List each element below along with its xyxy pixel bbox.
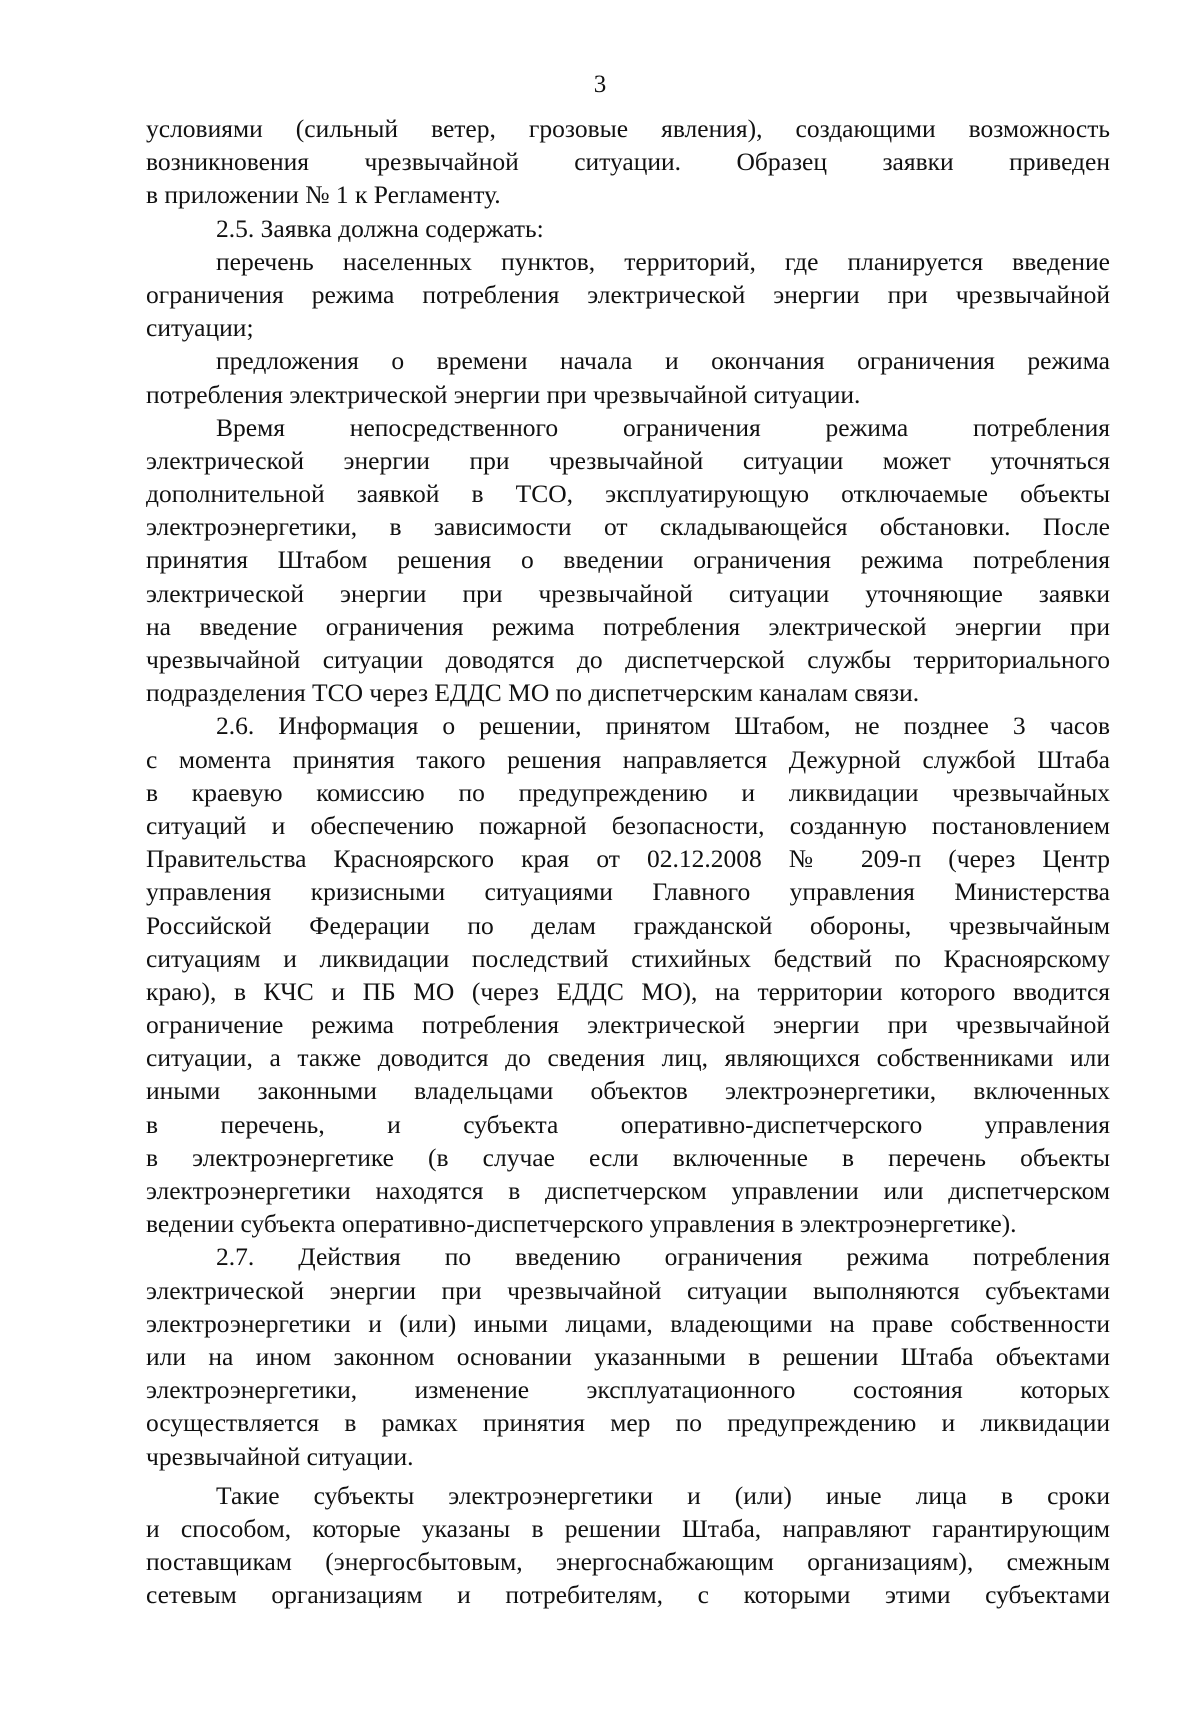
text-line: иными законными владельцами объектов электроэнергетики, включенных xyxy=(146,1076,1110,1106)
text-line: Время непосредственного ограничения режима потребления xyxy=(216,412,1110,442)
text-line: перечень населенных пунктов, территорий, где планируется введение xyxy=(216,246,1110,276)
text-line: потребления электрической энергии при чрезвычайной ситуации. xyxy=(146,379,861,409)
paragraph xyxy=(146,1240,1110,1472)
text-line: 2.6. Информация о решении, принятом Штабом, не позднее 3 часов xyxy=(216,711,1110,741)
text-line: в приложении № 1 к Регламенту. xyxy=(146,180,501,210)
document-body xyxy=(146,112,1110,1611)
text-line: электроэнергетики, в зависимости от складывающейся обстановки. После xyxy=(146,512,1110,542)
text-line: условиями (сильный ветер, грозовые явления), создающими возможность xyxy=(146,114,1110,143)
text-line: в перечень, и субъекта оперативно-диспетчерского управления xyxy=(146,1109,1110,1139)
text-line: управления кризисными ситуациями Главного управления Министерства xyxy=(146,877,1110,907)
text-line: в краевую комиссию по предупреждению и ликвидации чрезвычайных xyxy=(146,777,1110,807)
text-line: электроэнергетики и (или) иными лицами, владеющими на праве собственности xyxy=(146,1308,1110,1338)
paragraph xyxy=(146,1479,1110,1612)
paragraph xyxy=(146,344,1110,410)
text-line: ограничение режима потребления электрической энергии при чрезвычайной xyxy=(146,1010,1110,1040)
text-line: или на ином законном основании указанными в решении Штаба объектами xyxy=(146,1341,1110,1371)
text-line: электроэнергетики находятся в диспетчерском управлении или диспетчерском xyxy=(146,1176,1110,1205)
text-line: краю), в КЧС и ПБ МО (через ЕДДС МО), на территории которого вводится xyxy=(146,976,1110,1006)
text-line: подразделения ТСО через ЕДДС МО по диспетчерским каналам связи. xyxy=(146,678,920,708)
text-line: электрической энергии при чрезвычайной ситуации выполняются субъектами xyxy=(146,1275,1110,1305)
text-line: осуществляется в рамках принятия мер по предупреждению и ликвидации xyxy=(146,1408,1110,1438)
text-line: на введение ограничения режима потребления электрической энергии при xyxy=(146,611,1110,641)
text-line: электрической энергии при чрезвычайной ситуации может уточняться xyxy=(146,445,1110,475)
text-line: ситуации; xyxy=(146,313,254,343)
text-line: сетевым организациям и потребителям, с которыми этими субъектами xyxy=(146,1580,1110,1610)
text-line: с момента принятия такого решения направляется Дежурной службой Штаба xyxy=(146,744,1110,774)
paragraph xyxy=(146,112,1110,212)
text-line: ситуации, а также доводится до сведения лиц, являющихся собственниками или xyxy=(146,1043,1110,1073)
paragraph xyxy=(146,245,1110,345)
text-line: ведении субъекта оперативно-диспетчерского управления в электроэнергетике). xyxy=(146,1209,1017,1239)
text-line: дополнительной заявкой в ТСО, эксплуатирующую отключаемые объекты xyxy=(146,479,1110,509)
page-number: 3 xyxy=(593,71,607,98)
paragraph xyxy=(146,411,1110,710)
text-line: 2.5. Заявка должна содержать: xyxy=(216,213,544,243)
text-line: поставщикам (энергосбытовым, энергоснабжающим организациям), смежным xyxy=(146,1547,1110,1577)
text-line: ограничения режима потребления электрической энергии при чрезвычайной xyxy=(146,279,1110,309)
paragraph xyxy=(146,212,1110,245)
text-line: Такие субъекты электроэнергетики и (или) иные лица в сроки xyxy=(216,1480,1110,1510)
text-line: предложения о времени начала и окончания ограничения режима xyxy=(216,346,1110,376)
text-line: ситуациям и ликвидации последствий стихийных бедствий по Красноярскому xyxy=(146,943,1110,973)
text-line: возникновения чрезвычайной ситуации. Образец заявки приведен xyxy=(146,147,1110,177)
text-line: Правительства Красноярского края от 02.12.2008 № 209-п (через Центр xyxy=(146,844,1110,874)
text-line: и способом, которые указаны в решении Штаба, направляют гарантирующим xyxy=(146,1513,1110,1543)
text-line: чрезвычайной ситуации. xyxy=(146,1441,414,1471)
text-line: электрической энергии при чрезвычайной ситуации уточняющие заявки xyxy=(146,578,1110,608)
text-line: электроэнергетики, изменение эксплуатационного состояния которых xyxy=(146,1375,1110,1405)
paragraph xyxy=(146,709,1110,1240)
text-line: Российской Федерации по делам гражданской обороны, чрезвычайным xyxy=(146,910,1110,940)
text-line: ситуаций и обеспечению пожарной безопасности, созданную постановлением xyxy=(146,810,1110,840)
text-line: 2.7. Действия по введению ограничения режима потребления xyxy=(216,1242,1110,1272)
text-line: принятия Штабом решения о введении ограничения режима потребления xyxy=(146,545,1110,575)
text-line: чрезвычайной ситуации доводятся до диспетчерской службы территориального xyxy=(146,645,1110,674)
text-line: в электроэнергетике (в случае если включенные в перечень объекты xyxy=(146,1142,1110,1172)
